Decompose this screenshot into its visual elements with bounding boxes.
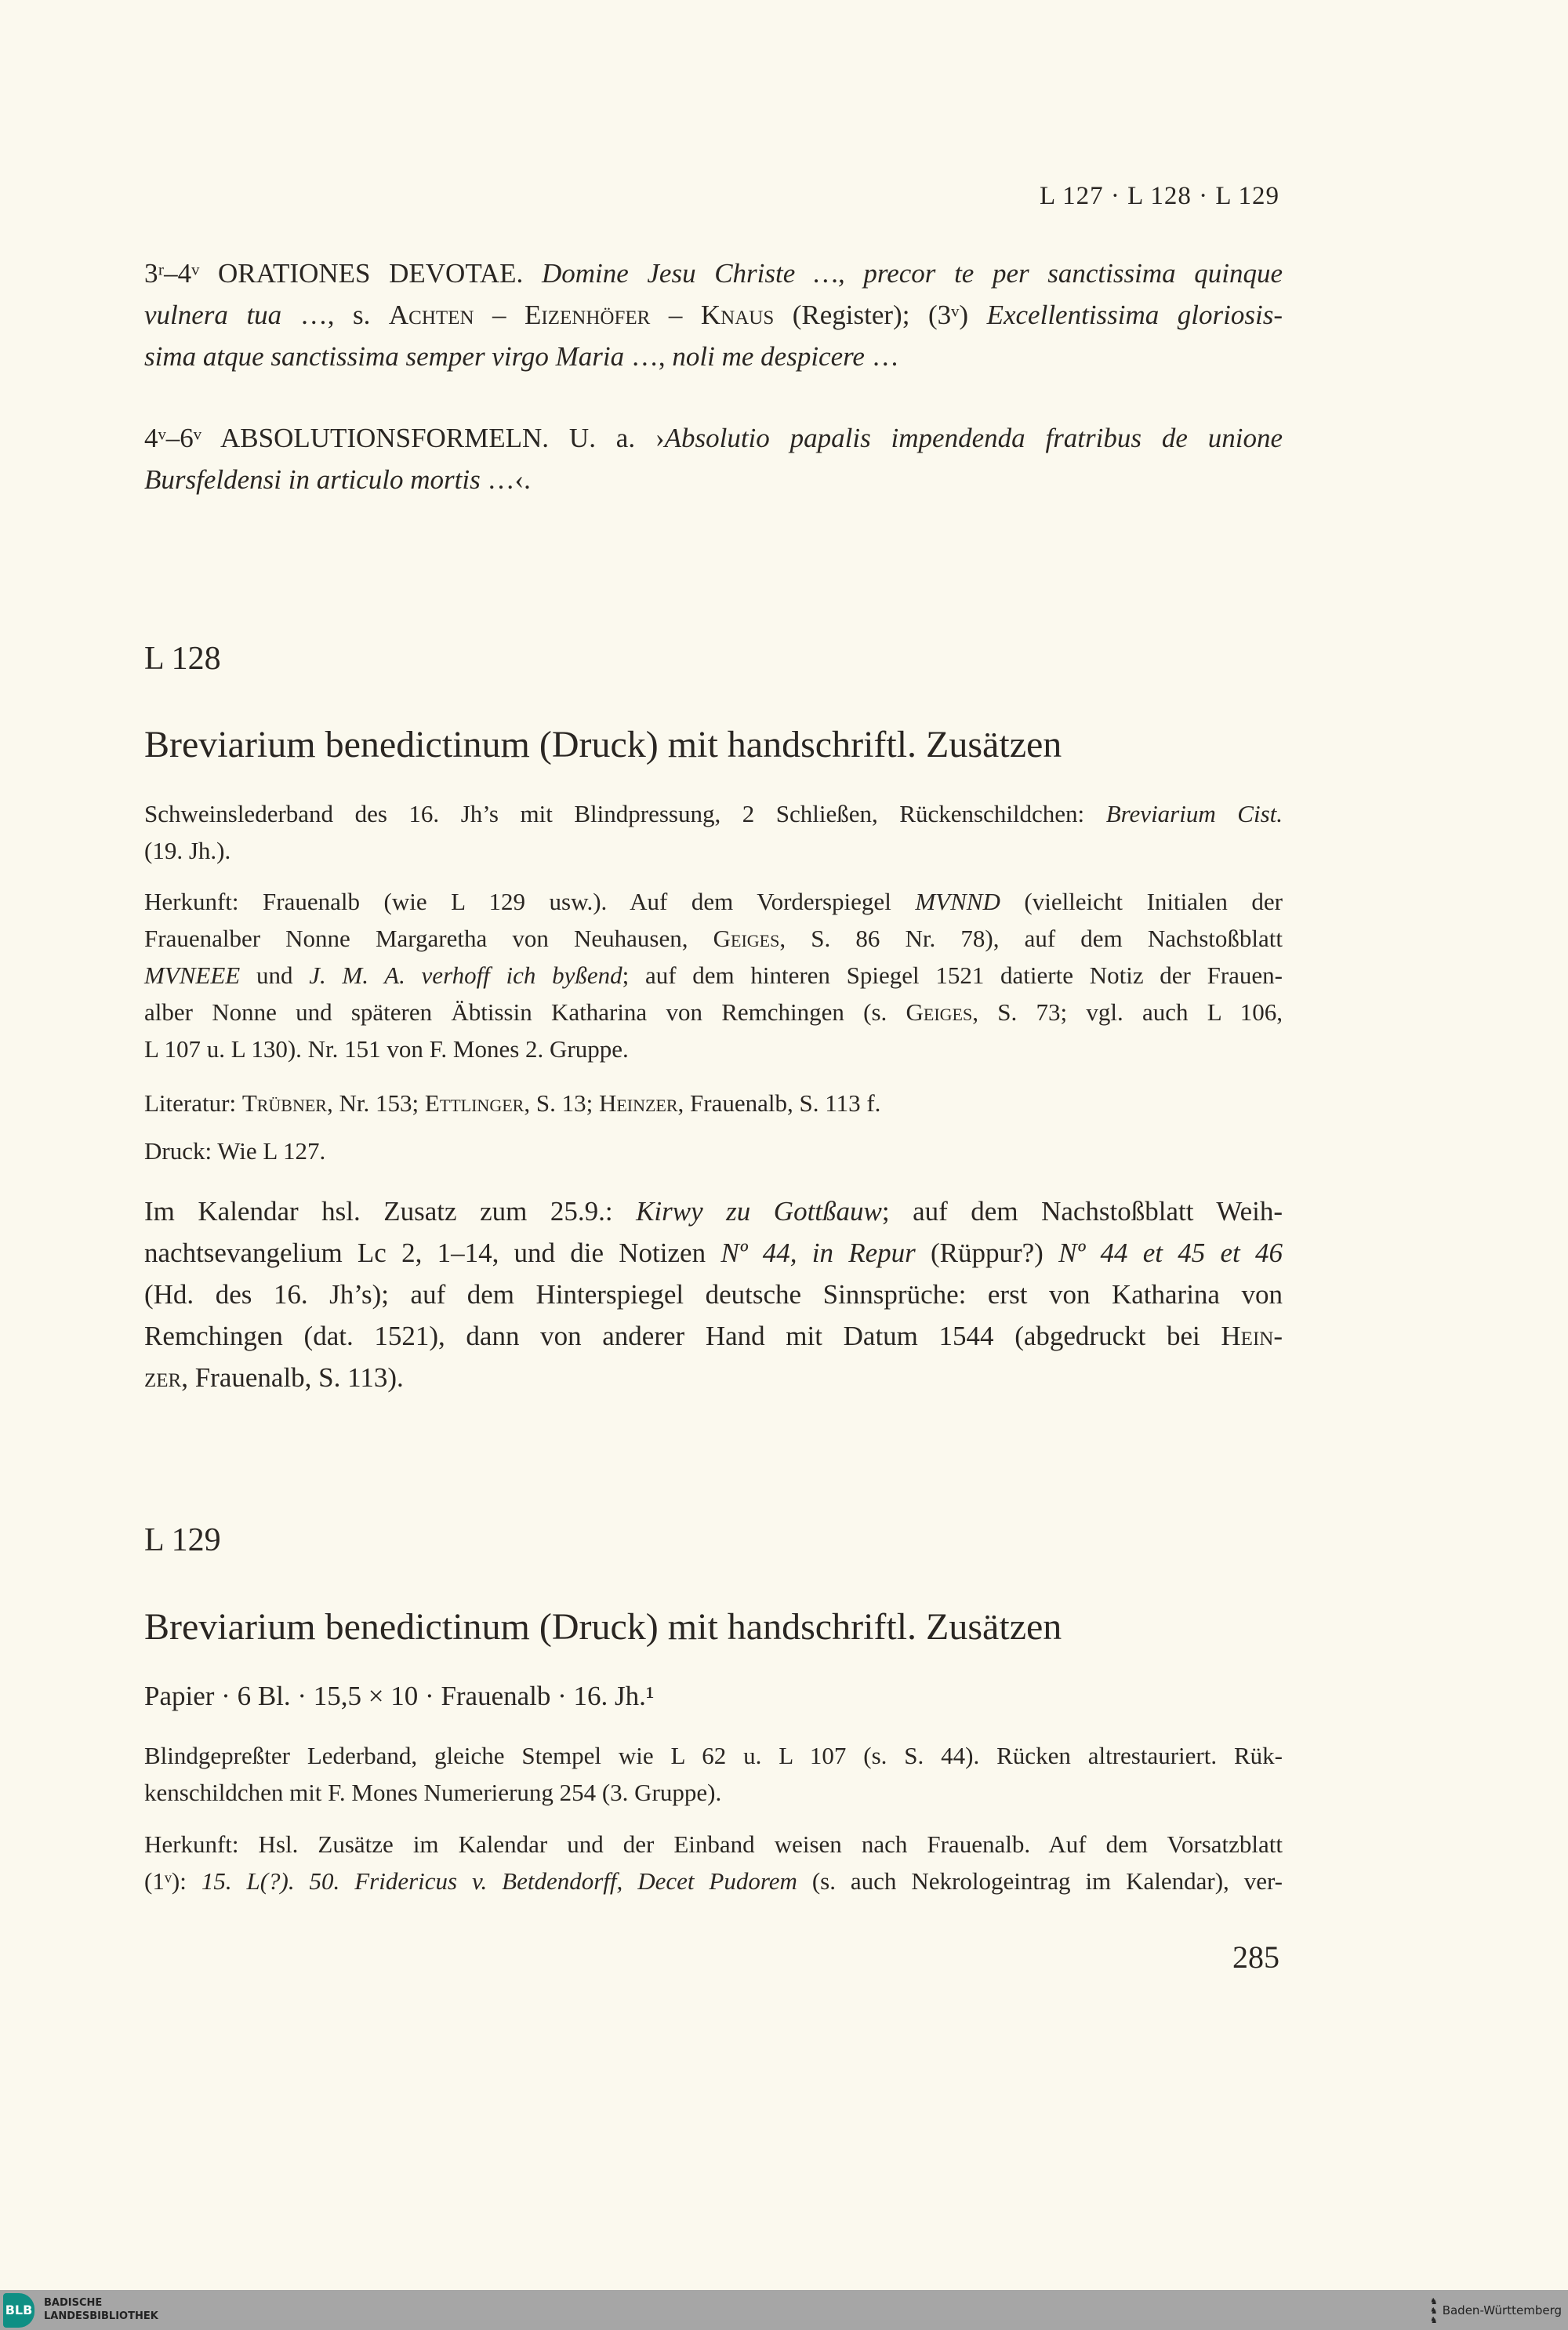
- text-segment: L 107 u. L 130). Nr. 151 von F. Mones 2. Gruppe.: [144, 1035, 629, 1063]
- notes-l128: [144, 1190, 1283, 1398]
- running-header: L 127 · L 128 · L 129: [1039, 182, 1279, 210]
- text-line: [144, 459, 1283, 500]
- text-line: [144, 1190, 1283, 1232]
- binding-l128: [144, 795, 1283, 869]
- title-l129: Breviarium benedictinum (Druck) mit handschriftl. Zusätzen: [144, 1606, 1062, 1648]
- provenance-l128: [144, 883, 1283, 1067]
- italic-text: 15. L(?). 50. Fridericus v. Betdendorff, Decet Pudorem: [201, 1867, 797, 1895]
- italic-text: sima atque sanctissima semper virgo Maria: [144, 341, 625, 372]
- text-segment: (1ᵛ):: [144, 1867, 201, 1895]
- provenance-l129: [144, 1826, 1283, 1899]
- text-line: [144, 1031, 1283, 1067]
- literature-l128: [144, 1085, 1283, 1121]
- text-segment: Frauenalber Nonne Margaretha von Neuhausen,: [144, 925, 713, 952]
- entry-absolutionsformeln: [144, 417, 1283, 500]
- title-l128: Breviarium benedictinum (Druck) mit handschriftl. Zusätzen: [144, 724, 1062, 765]
- italic-text: Domine Jesu Christe …, precor te per sanctissima quinque: [541, 258, 1283, 289]
- text-segment: , S. 13;: [524, 1089, 599, 1117]
- text-line: [144, 1737, 1283, 1774]
- text-line: [144, 1085, 1283, 1121]
- italic-text: Nº 44, in Repur: [720, 1238, 916, 1268]
- italic-text: Kirwy zu Gottßauw: [636, 1196, 882, 1227]
- text-segment: (Hd. des 16. Jh’s); auf dem Hinterspiegel deutsche Sinnsprüche: erst von Katharina von: [144, 1279, 1283, 1310]
- text-line: [144, 417, 1283, 459]
- text-segment: Druck: Wie L 127.: [144, 1137, 326, 1165]
- text-segment: …‹.: [480, 464, 531, 495]
- author-name: Ettlinger: [424, 1089, 524, 1117]
- print-l128: [144, 1132, 1283, 1169]
- text-segment: Im Kalendar hsl. Zusatz zum 25.9.:: [144, 1196, 637, 1227]
- state-logo[interactable]: [1430, 2295, 1562, 2326]
- text-segment: Herkunft: Hsl. Zusätze im Kalendar und der Einband weisen nach Frauenalb. Auf dem Vorsatzblatt: [144, 1830, 1283, 1858]
- text-line: [144, 795, 1283, 832]
- text-segment: , Frauenalb, S. 113 f.: [677, 1089, 881, 1117]
- binding-l129: [144, 1737, 1283, 1811]
- library-line-2: LANDESBIBLIOTHEK: [44, 2310, 158, 2322]
- footer-bar: [0, 2290, 1568, 2330]
- author-name: Geiges: [713, 925, 780, 952]
- text-segment: kenschildchen mit F. Mones Numerierung 254 (3. Gruppe).: [144, 1779, 722, 1806]
- italic-text: vulnera tua: [144, 300, 282, 330]
- text-segment: und: [240, 961, 310, 989]
- text-line: [144, 1357, 1283, 1398]
- italic-text: Excellentissima gloriosis-: [986, 300, 1283, 330]
- text-segment: Remchingen (dat. 1521), dann von anderer Hand mit Datum 1544 (abgedruckt bei: [144, 1321, 1221, 1351]
- text-line: [144, 883, 1283, 920]
- text-segment: (Rüppur?): [915, 1238, 1059, 1268]
- text-segment: 4ᵛ–6ᵛ ABSOLUTIONSFORMELN. U. a. ›: [144, 423, 665, 453]
- library-line-1: BADISCHE: [44, 2297, 103, 2309]
- text-segment: , Nr. 153;: [326, 1089, 425, 1117]
- text-line: [144, 294, 1283, 336]
- entry-orationes: [144, 253, 1283, 377]
- text-segment: Blindgepreßter Lederband, gleiche Stempel wie L 62 u. L 107 (s. S. 44). Rücken altrestauriert. Rük-: [144, 1742, 1283, 1769]
- signature-l128: L 128: [144, 641, 221, 677]
- page-number: 285: [1232, 1939, 1279, 1975]
- italic-text: Absolutio papalis impendenda fratribus de unione: [664, 423, 1283, 453]
- italic-text: MVNEEE: [144, 961, 241, 989]
- text-line: [144, 957, 1283, 994]
- lion-emblem-icon: ♞ ♞ ♞: [1429, 2295, 1438, 2325]
- text-segment: , Frauenalb, S. 113).: [181, 1362, 404, 1393]
- author-name: Achten – Eizenhöfer – Knaus: [388, 300, 775, 330]
- text-line: [144, 1132, 1283, 1169]
- meta-line: Papier · 6 Bl. · 15,5 × 10 · Frauenalb · 16. Jh.¹: [144, 1681, 655, 1711]
- text-segment: …,: [624, 341, 673, 372]
- state-name: Baden-Württemberg: [1442, 2303, 1562, 2317]
- text-line: [144, 336, 1283, 377]
- text-segment: Schweinslederband des 16. Jh’s mit Blindpressung, 2 Schließen, Rückenschildchen:: [144, 800, 1106, 827]
- text-line: [144, 994, 1283, 1031]
- text-line: [144, 832, 1283, 869]
- author-name: Trübner: [241, 1089, 327, 1117]
- text-segment: , S. 73; vgl. auch L 106,: [972, 998, 1283, 1026]
- text-segment: ; auf dem Nachstoßblatt Weih-: [881, 1196, 1283, 1227]
- text-segment: Herkunft: Frauenalb (wie L 129 usw.). Auf dem Vorderspiegel: [144, 888, 916, 915]
- author-name: Heinzer: [598, 1089, 678, 1117]
- text-line: [144, 1774, 1283, 1811]
- text-segment: …, s.: [281, 300, 389, 330]
- text-segment: 3ʳ–4ᵛ ORATIONES DEVOTAE.: [144, 258, 542, 289]
- text-segment: alber Nonne und späteren Äbtissin Katharina von Remchingen (s.: [144, 998, 906, 1026]
- text-line: [144, 920, 1283, 957]
- italic-text: Bursfeldensi in articulo mortis: [144, 464, 481, 495]
- text-segment: (s. auch Nekrologeintrag im Kalendar), ver-: [797, 1867, 1283, 1895]
- text-segment: , S. 86 Nr. 78), auf dem Nachstoßblatt: [779, 925, 1283, 952]
- italic-text: noli me despicere: [672, 341, 865, 372]
- italic-text: MVNND: [915, 888, 1000, 915]
- text-segment: nachtsevangelium Lc 2, 1–14, und die Notizen: [144, 1238, 721, 1268]
- text-segment: (19. Jh.).: [144, 837, 231, 864]
- text-line: [144, 1274, 1283, 1315]
- meta-l129: [144, 1675, 1283, 1717]
- text-segment: (vielleicht Initialen der: [1000, 888, 1283, 915]
- text-segment: Literatur:: [144, 1089, 242, 1117]
- signature-l129: L 129: [144, 1522, 221, 1558]
- author-name: zer: [144, 1362, 182, 1393]
- author-name: Hein-: [1221, 1321, 1283, 1351]
- text-line: [144, 1863, 1283, 1899]
- text-line: [144, 253, 1283, 294]
- text-line: [144, 1232, 1283, 1274]
- text-segment: …: [864, 341, 899, 372]
- italic-text: J. M. A. verhoff ich byßend: [309, 961, 622, 989]
- author-name: Geiges: [906, 998, 973, 1026]
- text-segment: ; auf dem hinteren Spiegel 1521 datierte Notiz der Frauen-: [622, 961, 1283, 989]
- text-line: [144, 1315, 1283, 1357]
- library-name: [44, 2296, 158, 2323]
- text-segment: (Register); (3ᵛ): [774, 300, 987, 330]
- text-line: [144, 1826, 1283, 1863]
- italic-text: Breviarium Cist.: [1105, 800, 1283, 827]
- italic-text: Nº 44 et 45 et 46: [1058, 1238, 1283, 1268]
- blb-logo[interactable]: BLB: [3, 2293, 34, 2328]
